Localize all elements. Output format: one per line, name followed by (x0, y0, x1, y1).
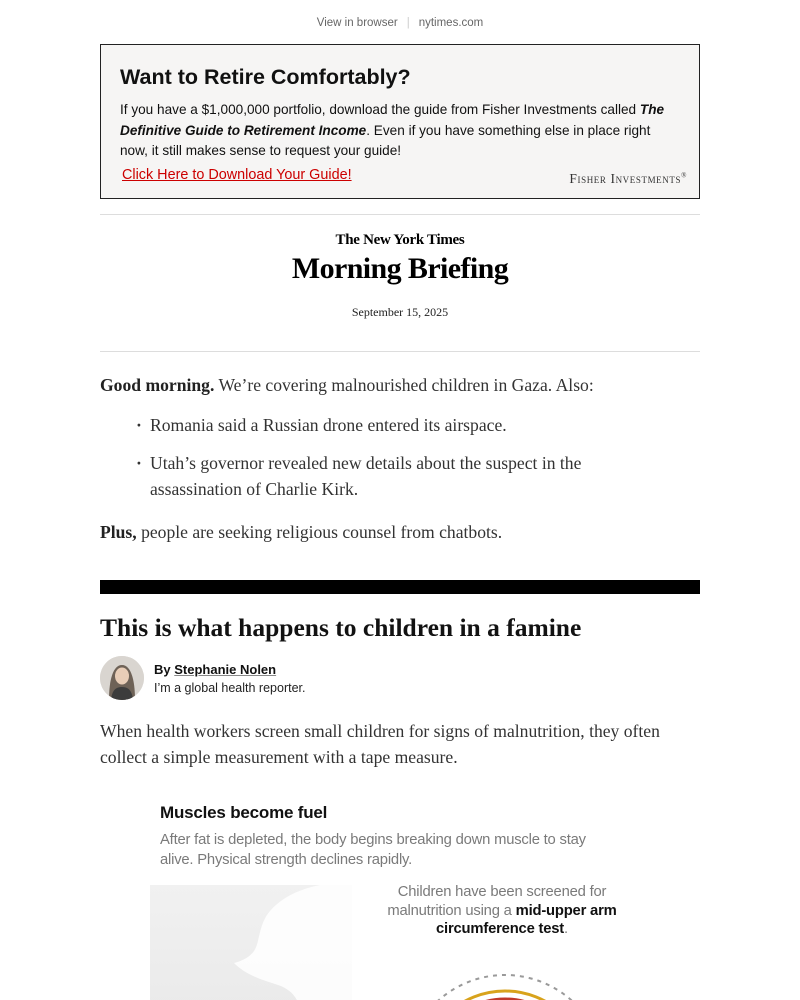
newsletter-date: September 15, 2025 (351, 305, 449, 319)
author-link[interactable]: Stephanie Nolen (174, 662, 277, 677)
article-paragraph: When health workers screen small children for signs of malnutrition, they often collect a simple measurement with a tape measure. (100, 721, 660, 767)
intro-bullet-list (136, 412, 656, 514)
graphic-annotation (378, 883, 626, 939)
site-link[interactable]: nytimes.com (418, 17, 484, 29)
graphic-title: Muscles become fuel (160, 803, 328, 822)
ad-guide-title: The Definitive Guide to Retirement Income (120, 102, 665, 138)
view-in-browser-link[interactable]: View in browser (316, 17, 398, 29)
divider (100, 351, 700, 352)
ad-body-before: If you have a $1,000,000 portfolio, download the guide from Fisher Investments called (120, 102, 637, 117)
section-divider-bar (100, 580, 700, 594)
graphic-illustration (150, 885, 352, 1000)
plus-text: people are seeking religious counsel from chatbots. (136, 522, 503, 542)
byline-prefix: By (154, 662, 171, 677)
intro-lead: Good morning. (100, 375, 215, 395)
preheader (0, 17, 800, 29)
author-avatar (100, 656, 144, 700)
advertisement-banner[interactable] (100, 44, 700, 199)
preheader-separator: | (406, 17, 410, 29)
article-graphic (150, 790, 650, 1000)
graphic-annotation-bold: mid-upper arm circumference test (436, 902, 617, 937)
ad-download-link[interactable]: Click Here to Download Your Guide! (122, 167, 352, 183)
intro-paragraph (100, 372, 700, 398)
plus-paragraph (100, 519, 700, 545)
author-portrait-icon (100, 656, 144, 700)
intro-bullet: · Romania said a Russian drone entered its airspace. (136, 412, 656, 438)
byline (154, 662, 276, 677)
divider (100, 214, 700, 215)
graphic-subtitle: After fat is depleted, the body begins breaking down muscle to stay alive. Physical strength declines rapidly. (160, 832, 586, 868)
ad-brand-name: Fisher Investments (569, 171, 682, 186)
arm-circumference-rings-icon (390, 965, 620, 1000)
plus-lead: Plus, (100, 522, 137, 542)
ad-body (120, 100, 680, 162)
graphic-annotation-after: . (564, 921, 568, 937)
graphic-annotation-before: Children have been screened for malnutrition using a (387, 884, 607, 919)
newsletter-title: Morning Briefing (291, 252, 509, 285)
article-headline[interactable]: This is what happens to children in a famine (100, 613, 582, 642)
ad-title: Want to Retire Comfortably? (120, 65, 411, 89)
ad-brand-logo (569, 171, 687, 187)
nyt-masthead-logo[interactable]: The New York Times (335, 232, 465, 248)
ad-brand-mark: ® (681, 171, 687, 180)
intro-text: We’re covering malnourished children in Gaza. Also: (214, 375, 594, 395)
child-silhouette-icon (150, 885, 352, 1000)
author-bio: I’m a global health reporter. (154, 681, 306, 695)
ad-body-after: . Even if you have something else in place right now, it still makes sense to request your guide! (120, 122, 651, 158)
intro-bullet: · Utah’s governor revealed new details about the suspect in the assassination of Charlie Kirk. (136, 450, 656, 502)
